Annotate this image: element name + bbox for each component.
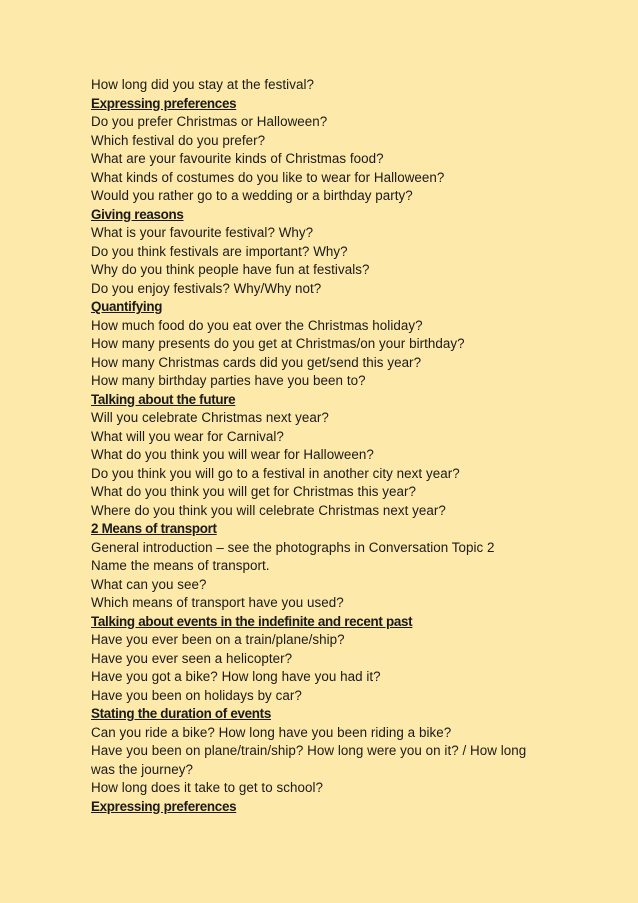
question-line: What can you see? [91,576,207,592]
question-line: Have you been on holidays by car? [91,687,302,703]
question-line: Would you rather go to a wedding or a birthday party? [91,188,413,203]
question-line: How many Christmas cards did you get/send this year? [91,354,422,370]
question-line: What do you think you will wear for Halloween? [91,447,374,462]
question-line: Will you celebrate Christmas next year? [91,410,329,425]
question-line: Which festival do you prefer? [91,132,266,148]
question-line: Can you ride a bike? How long have you been riding a bike? [91,724,452,740]
question-line: Where do you think you will celebrate Christmas next year? [91,502,446,518]
question-line: Why do you think people have fun at festivals? [91,262,370,277]
question-line: Do you prefer Christmas or Halloween? [91,114,328,129]
question-line: What kinds of costumes do you like to wear for Halloween? [91,169,445,185]
question-line: Do you think you will go to a festival in another city next year? [91,465,460,481]
question-line: Which means of transport have you used? [91,595,344,610]
question-line: Have you got a bike? How long have you had it? [91,669,381,684]
question-line: Have you been on plane/train/ship? How long were you on it? / How long [91,743,527,758]
section-heading: Stating the duration of events [91,706,271,721]
question-line: How long does it take to get to school? [91,780,323,795]
question-line: was the journey? [91,761,194,777]
section-heading: Talking about events in the indefinite and recent past [91,613,413,629]
question-line: Do you enjoy festivals? Why/Why not? [91,280,322,296]
question-line: What do you think you will get for Christmas this year? [91,484,417,499]
question-line: How many presents do you get at Christmas/on your birthday? [91,336,465,351]
question-line: Have you ever seen a helicopter? [91,650,293,666]
section-heading: 2 Means of transport [91,521,217,536]
section-heading: Quantifying [91,299,163,314]
question-line: How many birthday parties have you been to? [91,373,366,388]
section-heading: Expressing preferences [91,95,237,111]
question-line: General introduction – see the photographs in Conversation Topic 2 [91,539,495,555]
question-line: How much food do you eat over the Christmas holiday? [91,317,423,333]
question-line: What will you wear for Carnival? [91,428,284,444]
question-line: Do you think festivals are important? Why? [91,243,348,259]
question-list [91,76,591,816]
question-line: What is your favourite festival? Why? [91,225,314,240]
question-line: What are your favourite kinds of Christmas food? [91,151,384,166]
question-line: How long did you stay at the festival? [91,77,314,92]
section-heading: Talking about the future [91,391,236,407]
question-line: Name the means of transport. [91,558,270,573]
section-heading: Expressing preferences [91,798,237,814]
section-heading: Giving reasons [91,206,184,222]
question-line: Have you ever been on a train/plane/ship? [91,632,345,647]
